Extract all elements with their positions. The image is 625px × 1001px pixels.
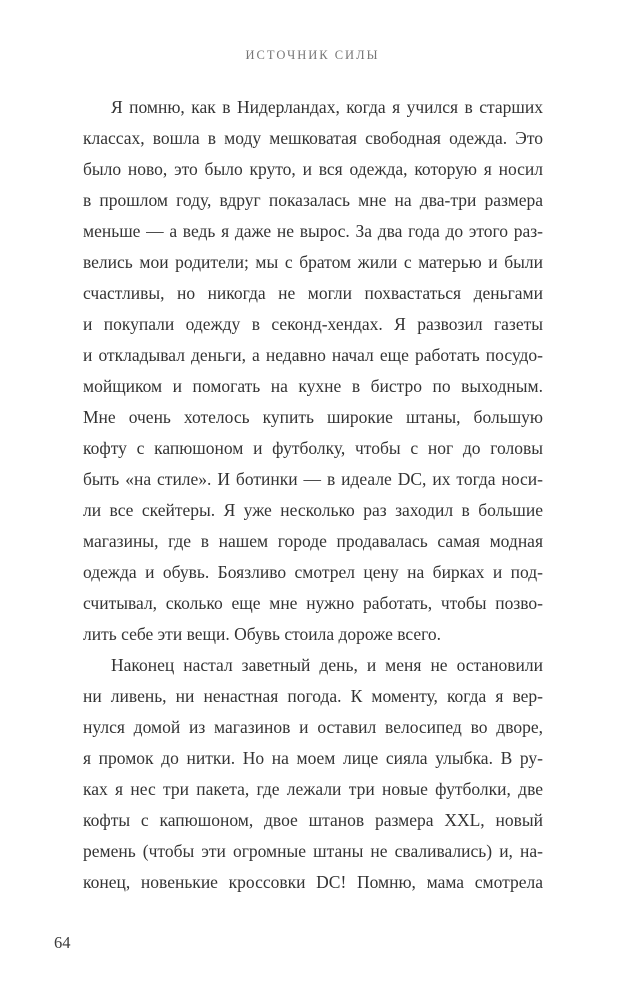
page-number: 64 <box>54 933 71 952</box>
text-line: кофты с капюшоном, двое штанов размера XXL, новый <box>83 810 543 830</box>
text-block <box>83 92 543 898</box>
paragraph-1 <box>83 92 543 650</box>
text-line: меньше — а ведь я даже не вырос. За два года до этого раз- <box>83 221 543 241</box>
text-line: мойщиком и помогать на кухне в бистро по выходным. <box>83 376 543 396</box>
text-line: ни ливень, ни ненастная погода. К моменту, когда я вер- <box>83 686 543 706</box>
text-line: одежда и обувь. Боязливо смотрел цену на бирках и под- <box>83 562 543 582</box>
text-line: и откладывал деньги, а недавно начал еще работать посудо- <box>83 345 543 365</box>
text-line: велись мои родители; мы с братом жили с матерью и были <box>83 252 543 272</box>
text-line: лить себе эти вещи. Обувь стоила дороже всего. <box>83 624 441 644</box>
text-line: Я помню, как в Нидерландах, когда я учился в старших <box>111 97 543 117</box>
text-line: ли все скейтеры. Я уже несколько раз заходил в большие <box>83 500 543 520</box>
text-line: и покупали одежду в секонд-хендах. Я развозил газеты <box>83 314 543 334</box>
text-line: Наконец настал заветный день, и меня не остановили <box>111 655 543 675</box>
text-line: ках я нес три пакета, где лежали три новые футболки, две <box>83 779 543 799</box>
paragraph-2 <box>83 650 543 898</box>
text-line: счастливы, но никогда не могли похвастаться деньгами <box>83 283 543 303</box>
text-line: классах, вошла в моду мешковатая свободная одежда. Это <box>83 128 543 148</box>
text-line: кофту с капюшоном и футболку, чтобы с ног до головы <box>83 438 543 458</box>
text-line: было ново, это было круто, и вся одежда, которую я носил <box>83 159 543 179</box>
text-line: в прошлом году, вдруг показалась мне на два-три размера <box>83 190 543 210</box>
text-line: Мне очень хотелось купить широкие штаны, большую <box>83 407 543 427</box>
text-line: нулся домой из магазинов и оставил велосипед во дворе, <box>83 717 543 737</box>
text-line: считывал, сколько еще мне нужно работать, чтобы позво- <box>83 593 543 613</box>
text-line: ремень (чтобы эти огромные штаны не сваливались) и, на- <box>83 841 543 861</box>
text-line: магазины, где в нашем городе продавалась самая модная <box>83 531 543 551</box>
running-head: ИСТОЧНИК СИЛЫ <box>245 48 380 62</box>
text-line: я промок до нитки. Но на моем лице сияла улыбка. В ру- <box>83 748 543 768</box>
text-line: быть «на стиле». И ботинки — в идеале DC, их тогда носи- <box>83 469 543 489</box>
text-line: конец, новенькие кроссовки DC! Помню, мама смотрела <box>83 872 543 892</box>
